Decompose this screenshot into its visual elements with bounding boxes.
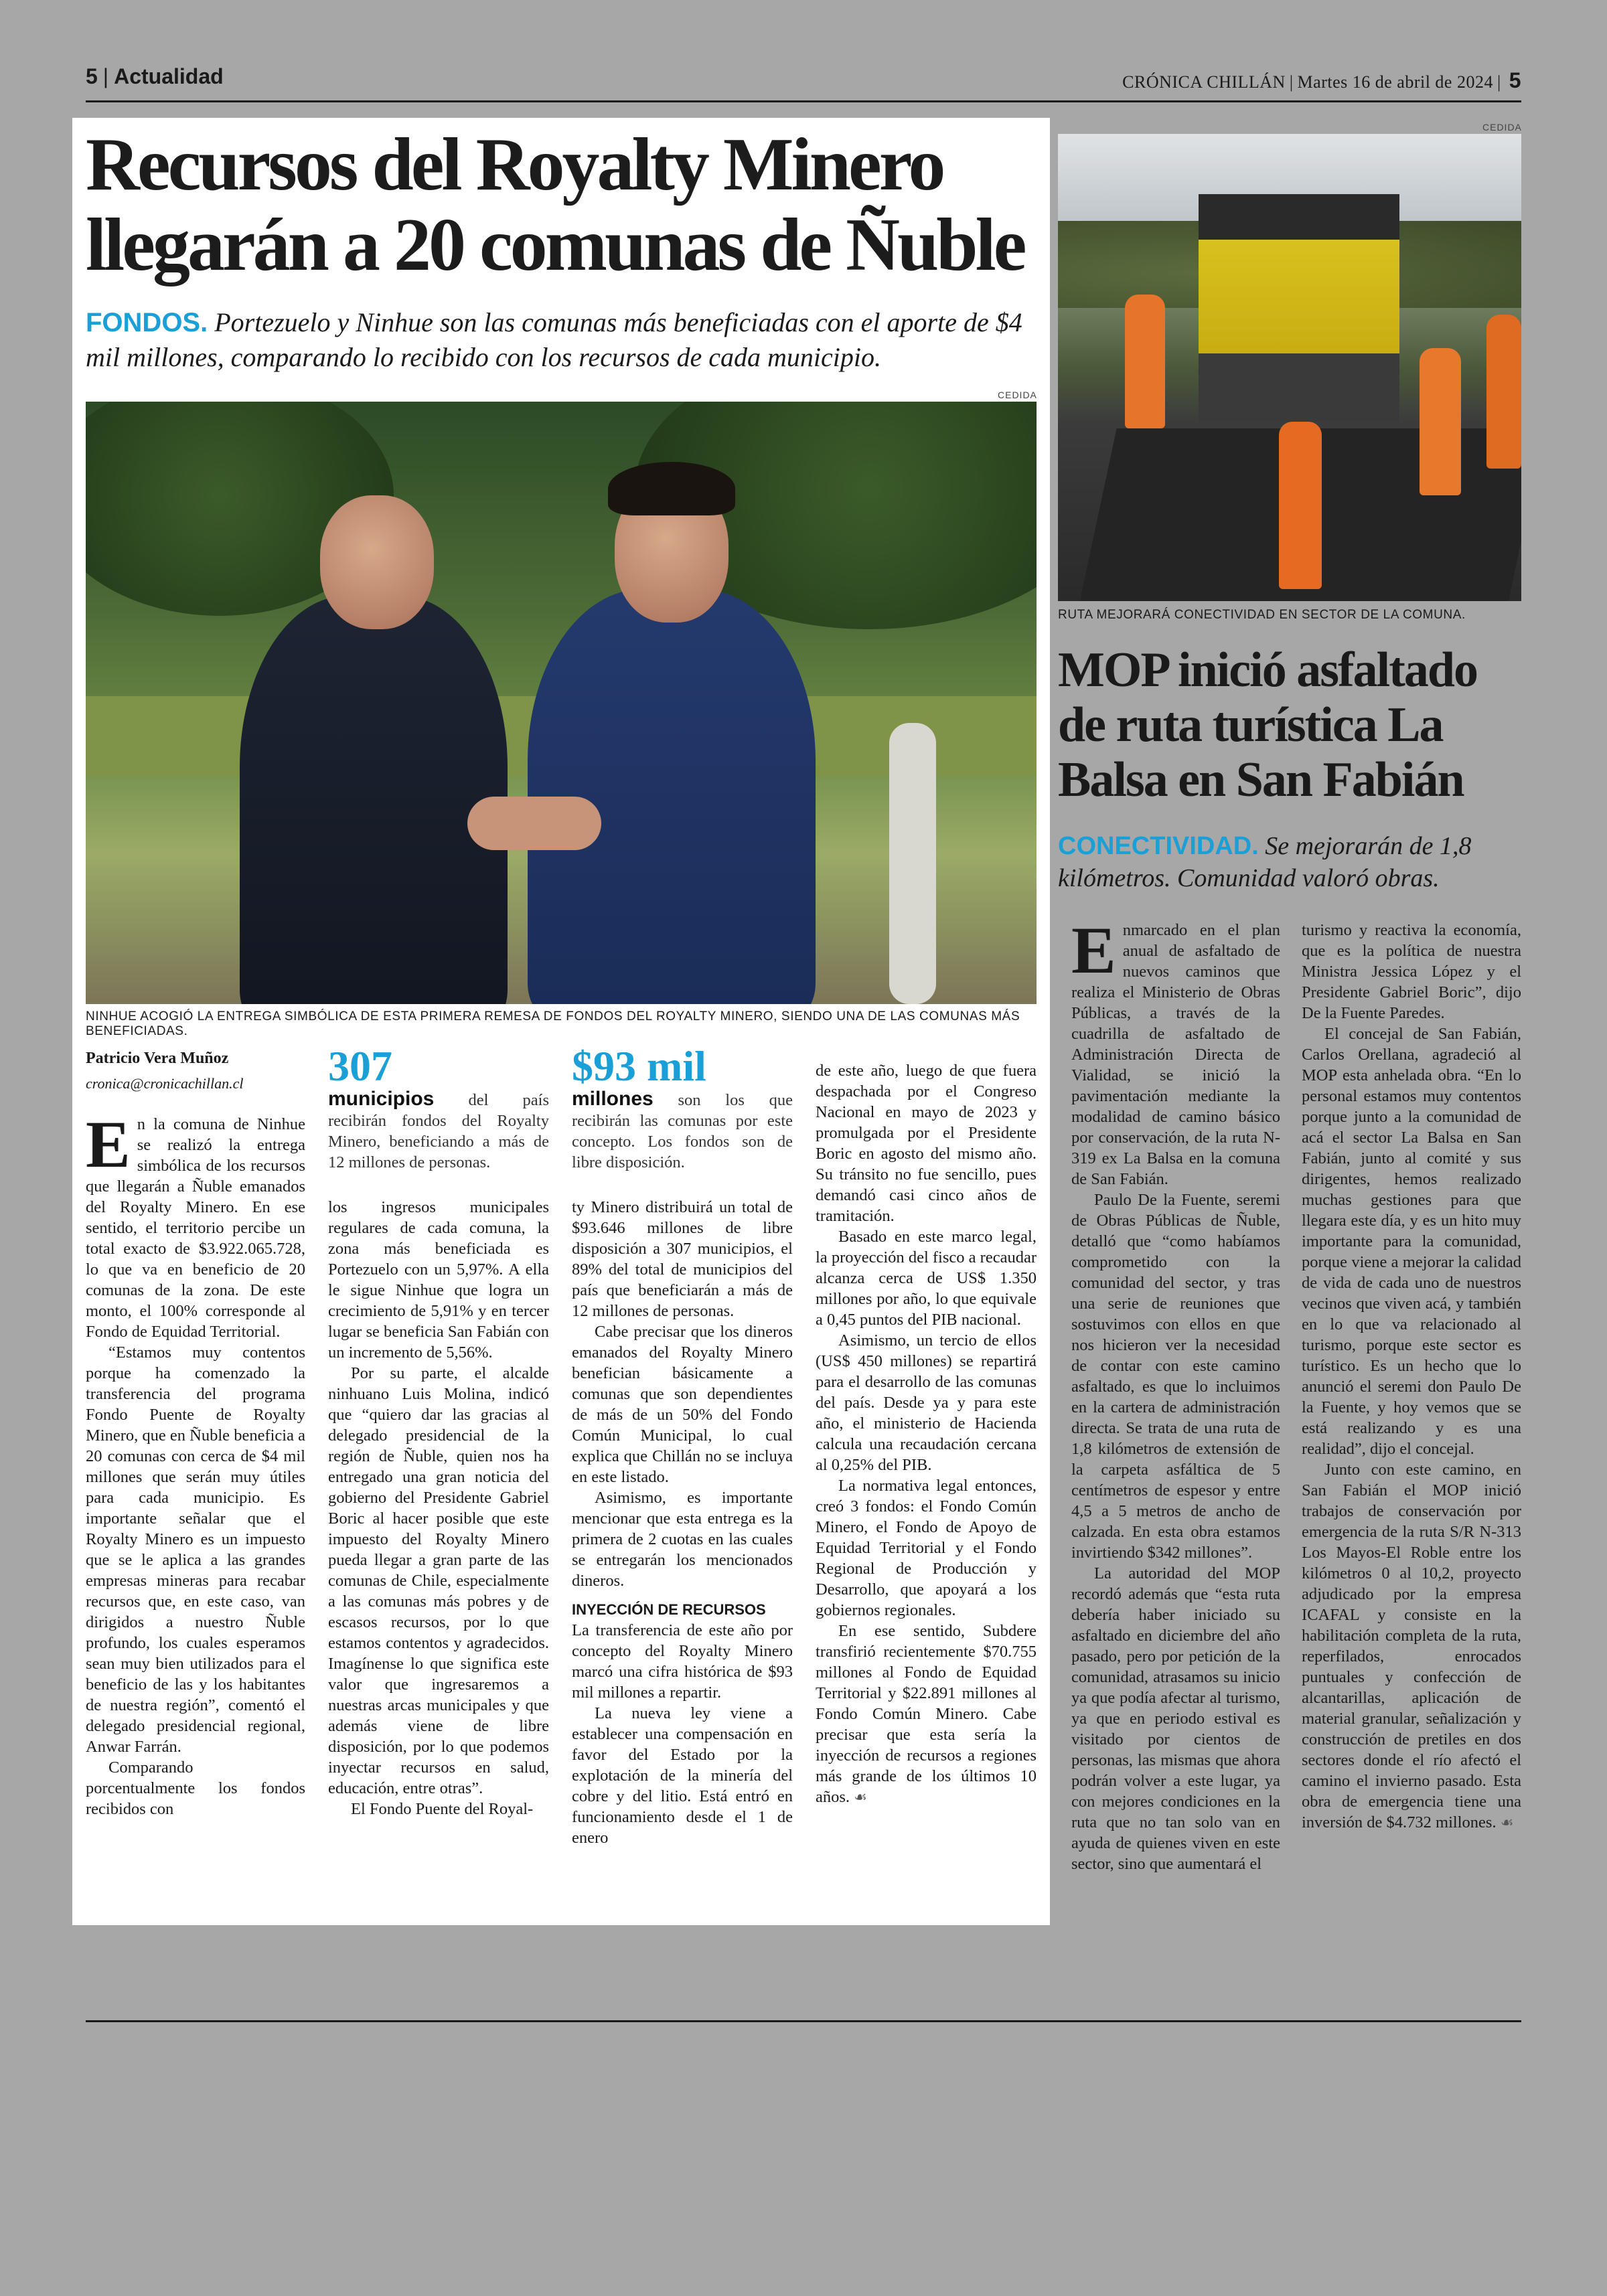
end-mark-icon: ☙ <box>854 1789 867 1806</box>
author-name: Patricio Vera Muñoz <box>86 1050 229 1067</box>
main-column-1 <box>86 1048 305 1819</box>
stat-text-millones: millones son los que recibirán las comunas por este concepto. Los fondos son de libre disposición. <box>572 1088 793 1171</box>
paragraph: Paulo De la Fuente, seremi de Obras Públicas de Ñuble, detalló que “como habíamos comprometido con la comunidad del sector, y tras una serie de reuniones que sostuvimos con ellos en que nos hicieron ver la necesidad de contar con este camino asfaltado, es que lo incluimos en la cartera de administración directa. Se trata de una ruta de 1,8 kilómetros de extensión de la carpeta asfáltica de 5 centímetros de espesor y entre 4,5 a 5 metros de ancho de calzada. En esta obra estamos invirtiendo $342 millones”. <box>1071 1191 1280 1562</box>
photo-person-left-head <box>320 495 434 629</box>
main-column-2 <box>328 1044 549 1819</box>
paragraph: los ingresos municipales regulares de cada comuna, la zona más beneficiada es Portezuelo con un 5,97%. A ella le sigue Ninhue que logra un crecimiento de 5,91% y en tercer lugar se beneficia San Fabián con un incremento de 5,56%. <box>328 1198 549 1362</box>
side-photo-caption: RUTA MEJORARÁ CONECTIVIDAD EN SECTOR DE LA COMUNA. <box>1058 608 1466 622</box>
photo-worker <box>1486 315 1521 469</box>
side-subhead-text: Se mejorarán de 1,8 kilómetros. Comunidad valoró obras. <box>1058 832 1472 892</box>
page-header <box>86 60 1521 102</box>
photo-paver-machine <box>1199 194 1399 422</box>
masthead-info: CRÓNICA CHILLÁN | Martes 16 de abril de 2024 | 5 <box>1122 68 1521 92</box>
main-subhead <box>86 305 1037 375</box>
main-headline: Recursos del Royalty Minero llegarán a 20 comunas de Ñuble <box>86 123 1024 286</box>
photo-tree-trunk <box>889 723 936 1004</box>
paragraph: En ese sentido, Subdere transfirió recientemente $70.755 millones al Fondo de Equidad Territorial y $22.891 millones al Fondo Común Minero. Cabe precisar que esta sería la inyección de recursos a regiones más grande de los últimos 10 años. ☙ <box>816 1622 1037 1806</box>
paragraph: Comparando porcentualmente los fondos recibidos con <box>86 1758 305 1818</box>
author-email: cronica@cronicachillan.cl <box>86 1075 244 1092</box>
side-column-2 <box>1302 920 1521 1833</box>
main-kicker: FONDOS. <box>86 308 208 337</box>
issue-date: Martes 16 de abril de 2024 <box>1297 72 1493 92</box>
dropcap: E <box>1071 913 1116 987</box>
paragraph: La nueva ley viene a establecer una compensación en favor del Estado por la explotación de la minería del cobre y del litio. Está entró en funcionamiento desde el 1 de enero <box>572 1704 793 1847</box>
paragraph: La autoridad del MOP recordó además que “esta ruta debería haber iniciado su asfaltado en diciembre del año pasado, pero por petición de la comunidad, atrasamos su inicio ya que podía afectar al turismo, ya que en periodo estival es visitado por cientos de personas, las mismas que ahora podrán volver a este lugar, ya con mejores condiciones en la ruta que no tan solo van en ayuda de quienes viven en este sector, sino que aumentará el <box>1071 1564 1280 1873</box>
photo-handshake <box>467 797 601 850</box>
section-heading: INYECCIÓN DE RECURSOS <box>572 1601 766 1618</box>
paragraph: Por su parte, el alcalde ninhuano Luis Molina, indicó que “quiero dar las gracias al delegado presidencial de la región de Ñuble, quien nos ha entregado una gran noticia del gobierno del Presidente Gabriel Boric al hacer posible que este impuesto del Royalty Minero pueda llegar a gran parte de las comunas de Chile, especialmente a las comunas más pobres y de escasos recursos, por lo que estamos contentos y agradecidos. Imagínense lo que significa este valor que ingresaremos a nuestras arcas municipales y que además viene de libre disposición, por lo que podemos inyectar recursos en salud, educación, entre otras”. <box>328 1364 549 1797</box>
paragraph: El concejal de San Fabián, Carlos Orellana, agradeció al MOP esta anhelada obra. “En lo personal estamos muy contentos porque junto a la comunidad de acá el sector La Balsa en San Fabián, junto al comité y sus dirigentes, hemos realizado muchas gestiones para que llegara este día, y es un hito muy importante para la comunidad, porque viene a mejorar la calidad de vida de cada uno de nuestros vecinos que viven acá, y también en lo que va relacionado al turismo, porque este sector es turístico. Es un hecho que lo anunció el seremi don Paulo De la Fuente, y hoy vemos que se está realizando y es una realidad”, dijo el concejal. <box>1302 1025 1521 1458</box>
paragraph: En la comuna de Ninhue se realizó la entrega simbólica de los recursos que llegarán a Ñuble emanados del Royalty Minero. En ese sentido, el territorio percibe un total exacto de $3.922.065.728, lo que va en beneficio de 20 comunas de la zona. De este monto, el 100% corresponde al Fondo de Equidad Territorial. <box>86 1107 305 1341</box>
stat-text-municipios: municipios del país recibirán fondos del Royalty Minero, beneficiando a más de 12 millones de personas. <box>328 1088 549 1171</box>
photo-worker <box>1420 348 1461 495</box>
page-number-right: 5 <box>1509 68 1521 92</box>
side-column-1 <box>1071 913 1280 1874</box>
paragraph: ty Minero distribuirá un total de $93.646 millones de libre disposición a 307 municipios, el 89% del total de municipios del país que beneficiarán a más de 12 millones de personas. <box>572 1198 793 1320</box>
section-name: Actualidad <box>114 64 224 88</box>
paragraph: La normativa legal entonces, creó 3 fondos: el Fondo Común Minero, el Fondo de Apoyo de Equidad Territorial y el Fondo Regional de Producción y Desarrollo, que apoyará a los gobiernos regionales. <box>816 1477 1037 1619</box>
paragraph: Asimismo, un tercio de ellos (US$ 450 millones) se repartirá para el desarrollo de las comunas del país. Desde ya y para este año, el ministerio de Hacienda calcula una recaudación cercana al 0,25% del PIB. <box>816 1331 1037 1474</box>
main-column-4 <box>816 1060 1037 1808</box>
photo-person-left <box>240 596 508 1004</box>
photo-worker <box>1279 422 1322 589</box>
photo-worker <box>1125 295 1165 428</box>
main-column-3 <box>572 1044 793 1848</box>
section-label: 5 | Actualidad <box>86 64 224 88</box>
paragraph: Basado en este marco legal, la proyección del fisco a recaudar alcanza cerca de US$ 1.350 millones por año, lo que equivale a 0,45 puntos del PIB nacional. <box>816 1228 1037 1329</box>
main-photo-credit: CEDIDA <box>998 390 1037 400</box>
side-subhead <box>1058 830 1520 894</box>
main-photo-caption: NINHUE ACOGIÓ LA ENTREGA SIMBÓLICA DE ESTA PRIMERA REMESA DE FONDOS DEL ROYALTY MINERO, SIENDO UNA DE LAS COMUNAS MÁS BENEFICIADAS. <box>86 1009 1020 1038</box>
paragraph: El Fondo Puente del Royal- <box>351 1800 534 1818</box>
side-photo <box>1058 134 1521 601</box>
side-kicker: CONECTIVIDAD. <box>1058 832 1259 860</box>
paragraph: La transferencia de este año por concepto del Royalty Minero marcó una cifra histórica de $93 mil millones a repartir. <box>572 1621 793 1702</box>
photo-hair <box>608 462 735 515</box>
paper-name: CRÓNICA CHILLÁN <box>1122 72 1286 92</box>
stat-number-millones: $93 mil <box>572 1042 706 1090</box>
paragraph: turismo y reactiva la economía, que es la política de nuestra Ministra Jessica López y el Presidente Gabriel Boric”, dijo De la Fuente Paredes. <box>1302 921 1521 1022</box>
paragraph: “Estamos muy contentos porque ha comenzado la transferencia del programa Fondo Puente de Royalty Minero, que en Ñuble beneficia a 20 comunas con cerca de $4 mil millones que serán muy útiles para cada municipio. Es importante señalar que el Royalty Minero es un impuesto que se le aplica a las grandes empresas mineras para recabar recursos que, en este caso, van dirigidos a nuestro Ñuble profundo, los cuales esperamos sean muy bien utilizados para el beneficio de las y los habitantes de nuestra región”, comentó el delegado presidencial regional, Anwar Farrán. <box>86 1343 305 1756</box>
side-headline: MOP inició asfaltado de ruta turística La Balsa en San Fabián <box>1058 643 1477 807</box>
stat-number-municipios: 307 <box>328 1042 392 1090</box>
main-photo <box>86 402 1037 1004</box>
dropcap: E <box>86 1107 131 1181</box>
page-number-left: 5 <box>86 64 98 88</box>
page-footer-rule <box>86 2020 1521 2022</box>
paragraph: de este año, luego de que fuera despachada por el Congreso Nacional en mayo de 2023 y promulgada por el Presidente Boric en agosto del mismo año. Su tránsito no fue sencillo, pues demandó casi cinco años de tramitación. <box>816 1062 1037 1225</box>
paragraph: Junto con este camino, en San Fabián el MOP inició trabajos de conservación por emergencia de la ruta S/R N-313 Los Mayos-El Roble entre los kilómetros 0 al 10,2, proyecto adjudicado por la empresa ICAFAL y consiste en la habilitación completa de la ruta, reperfilados, enrocados puntuales y confección de alcantarillas, aplicación de material granular, señalización y construcción de pretiles en dos sectores donde el río afectó el camino el invierno pasado. Esta obra de emergencia tiene una inversión de $4.732 millones. ☙ <box>1302 1461 1521 1831</box>
paragraph: Enmarcado en el plan anual de asfaltado de nuevos caminos que realiza el Ministerio de Obras Públicas, a través de la cuadrilla de asfaltado de Administración Directa de Vialidad, se inició la pavimentación mediante la modalidad de camino básico por conservación, de la ruta N-319 ex La Balsa en la comuna de San Fabián. <box>1071 913 1280 1188</box>
side-photo-credit: CEDIDA <box>1482 122 1522 133</box>
paragraph: Asimismo, es importante mencionar que esta entrega es la primera de 2 cuotas en las cuales se entregarán los mencionados dineros. <box>572 1489 793 1590</box>
paragraph: Cabe precisar que los dineros emanados del Royalty Minero benefician básicamente a comunas que son dependientes de más de un 50% del Fondo Común Municipal, lo cual explica que Chillán no se incluya en este listado. <box>572 1323 793 1486</box>
end-mark-icon: ☙ <box>1500 1815 1514 1831</box>
main-subhead-text: Portezuelo y Ninhue son las comunas más beneficiadas con el aporte de $4 mil millones, comparando lo recibido con los recursos de cada municipio. <box>86 307 1022 372</box>
